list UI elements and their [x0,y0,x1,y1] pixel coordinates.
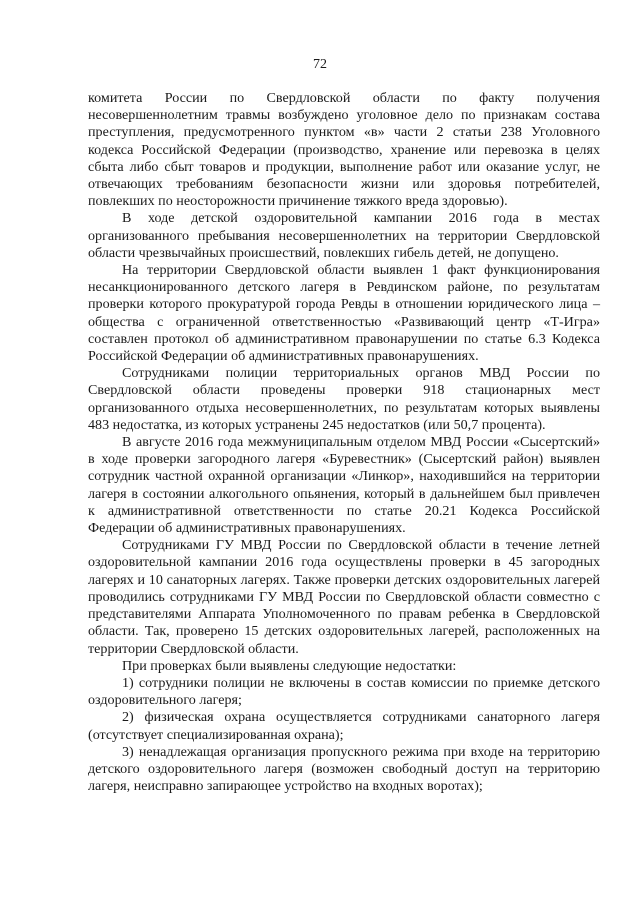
list-item-deficiency-1: 1) сотрудники полиции не включены в состав комиссии по приемке детского оздоровительного лагеря; [88,674,600,709]
paragraph-continuation: комитета России по Свердловской области по факту получения несовершеннолетним травмы возбуждено уголовное дело по признакам состава преступления, предусмотренного пунктом «в» части 2 статьи 238 Уголовного кодекса Российской Федерации (производство, хранение или перевозка в целях сбыта либо сбыт товаров и продукции, выполнение работ или оказание услуг, не отвечающих требованиям безопасности жизни или здоровья потребителей, повлекших по неосторожности причинение тяжкого вреда здоровью). [88,90,600,210]
paragraph-deficiencies-intro: При проверках были выявлены следующие недостатки: [122,657,457,674]
paragraph-unauthorized-camp: На территории Свердловской области выявлен 1 факт функционирования несанкционированного детского лагеря в Ревдинском районе, по результатам проверки которого прокуратурой города Ревды в отношении юридического лица – общества с ограниченной ответственностью «Развивающий центр «Т-Игра» составлен протокол об административном правонарушении по статье 6.3 Кодекса Российской Федерации об административных правонарушениях. [88,262,600,365]
list-item-deficiency-2: 2) физическая охрана осуществляется сотрудниками санаторного лагеря (отсутствует специализированная охрана); [88,709,600,743]
document-body [88,90,600,795]
list-item-deficiency-3: 3) ненадлежащая организация пропускного режима при входе на территорию детского оздоровительного лагеря (возможен свободный доступ на территорию лагеря, неисправно запирающее устройство на входных воротах); [88,743,600,795]
paragraph-august-incident: В августе 2016 года межмуниципальным отделом МВД России «Сысертский» в ходе проверки загородного лагеря «Буревестник» (Сысертский район) выявлен сотрудник частной охранной организации «Линкор», находившийся на территории лагеря в состоянии алкогольного опьянения, который в дальнейшем был привлечен к административной ответственности по статье 20.21 Кодекса Российской Федерации об административных правонарушениях. [88,434,600,537]
paragraph-police-inspections: Сотрудниками полиции территориальных органов МВД России по Свердловской области проведены проверки 918 стационарных мест организованного отдыха несовершеннолетних, по результатам которых выявлены 483 недостатка, из которых устранены 245 недостатков (или 50,7 процента). [88,365,600,433]
paragraph-gu-mvd-inspections: Сотрудниками ГУ МВД России по Свердловской области в течение летней оздоровительной кампании 2016 года осуществлены проверки в 45 загородных лагерях и 10 санаторных лагерях. Также проверки детских оздоровительных лагерей проводились сотрудниками ГУ МВД России по Свердловской области совместно с представителями Аппарата Уполномоченного по правам ребенка в Свердловской области. Так, проверено 15 детских оздоровительных лагерей, расположенных на территории Свердловской области. [88,537,600,657]
page-number: 72 [313,57,327,72]
paragraph-no-incidents: В ходе детской оздоровительной кампании 2016 года в местах организованного пребывания несовершеннолетних на территории Свердловской области чрезвычайных происшествий, повлекших гибель детей, не допущено. [88,210,600,261]
